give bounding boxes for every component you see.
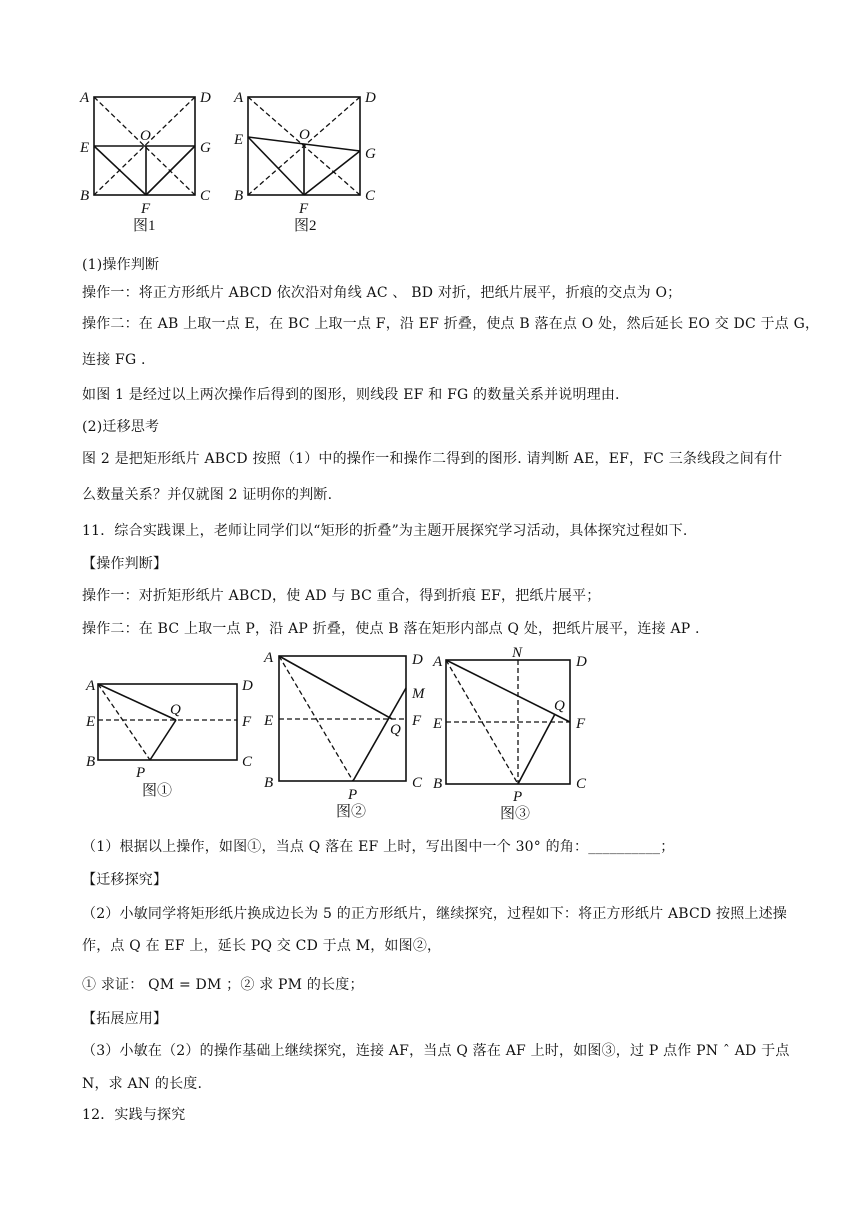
label-D: D — [242, 678, 253, 694]
label-Q: Q — [554, 698, 565, 714]
text-line-4: 连接 FG . — [82, 352, 146, 368]
label-C: C — [242, 754, 253, 770]
text-line-2: 操作一：将正方形纸片 ABCD 依次沿对角线 AC 、 BD 对折，把纸片展平，折痕的交点为 O； — [82, 285, 682, 301]
label-M: M — [412, 686, 425, 702]
label-E: E — [80, 140, 90, 156]
label-B: B — [234, 188, 244, 204]
label-Q: Q — [390, 722, 401, 738]
label-O: O — [299, 127, 310, 143]
label-O: O — [140, 128, 151, 144]
text-line-15: （2）小敏同学将矩形纸片换成边长为 5 的正方形纸片，继续探究，过程如下：将正方形纸片 ABCD 按照上述操 — [82, 906, 788, 922]
text-line-7: 图 2 是把矩形纸片 ABCD 按照（1）中的操作一和操作二得到的图形. 请判断 AE，EF，FC 三条线段之间有什 — [82, 451, 783, 467]
caption-figA: 图① — [142, 783, 173, 799]
label-F: F — [412, 713, 422, 729]
text-line-14: 【迁移探究】 — [82, 872, 168, 888]
label-B: B — [80, 188, 90, 204]
label-E: E — [234, 132, 244, 148]
label-F: F — [242, 714, 252, 730]
text-line-13: （1）根据以上操作，如图①，当点 Q 落在 EF 上时，写出图中一个 30° 的角：__________； — [82, 839, 675, 855]
label-C: C — [200, 188, 211, 204]
label-E: E — [433, 716, 443, 732]
text-line-16: 作，点 Q 在 EF 上，延长 PQ 交 CD 于点 M，如图②， — [82, 938, 442, 954]
label-Q: Q — [170, 702, 181, 718]
text-line-6: (2)迁移思考 — [82, 419, 160, 435]
label-A: A — [80, 90, 90, 106]
label-A: A — [433, 654, 443, 670]
text-line-19: （3）小敏在（2）的操作基础上继续探究，连接 AF，当点 Q 落在 AF 上时，如图③，过 P 点作 PN ˆ AD 于点 — [82, 1043, 790, 1059]
label-N: N — [512, 645, 523, 661]
text-line-11: 操作一：对折矩形纸片 ABCD，使 AD 与 BC 重合，得到折痕 EF，把纸片展平； — [82, 588, 601, 604]
figure-1 — [78, 86, 228, 236]
label-P: P — [136, 765, 146, 781]
label-C: C — [365, 188, 376, 204]
text-line-1: (1)操作判断 — [82, 257, 160, 273]
label-A: A — [264, 650, 274, 666]
label-P: P — [513, 789, 523, 805]
label-F: F — [299, 201, 309, 217]
text-line-9: 11．综合实践课上，老师让同学们以“矩形的折叠”为主题开展探究学习活动，具体探究过程如下. — [82, 523, 688, 539]
label-P: P — [348, 787, 358, 803]
text-line-12: 操作二：在 BC 上取一点 P，沿 AP 折叠，使点 B 落在矩形内部点 Q 处，把纸片展平，连接 AP . — [82, 621, 700, 637]
label-B: B — [433, 776, 443, 792]
label-E: E — [264, 713, 274, 729]
figure-2 — [232, 86, 382, 236]
text-line-21: 12．实践与探究 — [82, 1107, 186, 1123]
text-line-8: 么数量关系？并仅就图 2 证明你的判断. — [82, 487, 333, 503]
label-F: F — [141, 201, 151, 217]
text-line-18: 【拓展应用】 — [82, 1011, 168, 1027]
label-F: F — [576, 716, 586, 732]
label-C: C — [576, 776, 587, 792]
caption-figC: 图③ — [500, 806, 531, 822]
text-line-20: N，求 AN 的长度. — [82, 1076, 203, 1092]
text-line-17: ① 求证： QM = DM ；② 求 PM 的长度； — [82, 977, 364, 993]
caption-figB: 图② — [336, 804, 367, 820]
label-B: B — [264, 775, 274, 791]
label-G: G — [200, 140, 211, 156]
label-D: D — [365, 90, 376, 106]
figure-circle-3 — [428, 642, 608, 822]
label-G: G — [365, 146, 376, 162]
label-D: D — [200, 90, 211, 106]
label-E: E — [86, 714, 96, 730]
caption-fig1: 图1 — [133, 218, 156, 234]
text-line-10: 【操作判断】 — [82, 556, 168, 572]
label-A: A — [234, 90, 244, 106]
figure-circle-1 — [82, 668, 262, 803]
label-B: B — [86, 754, 96, 770]
figure-circle-2 — [258, 646, 438, 821]
label-A: A — [86, 678, 96, 694]
caption-fig2: 图2 — [294, 218, 317, 234]
label-D: D — [412, 652, 423, 668]
label-D: D — [576, 654, 587, 670]
text-line-5: 如图 1 是经过以上两次操作后得到的图形，则线段 EF 和 FG 的数量关系并说明理由. — [82, 387, 620, 403]
text-line-3: 操作二：在 AB 上取一点 E，在 BC 上取一点 F，沿 EF 折叠，使点 B 落在点 O 处，然后延长 EO 交 DC 于点 G， — [82, 316, 820, 332]
label-C: C — [412, 775, 423, 791]
